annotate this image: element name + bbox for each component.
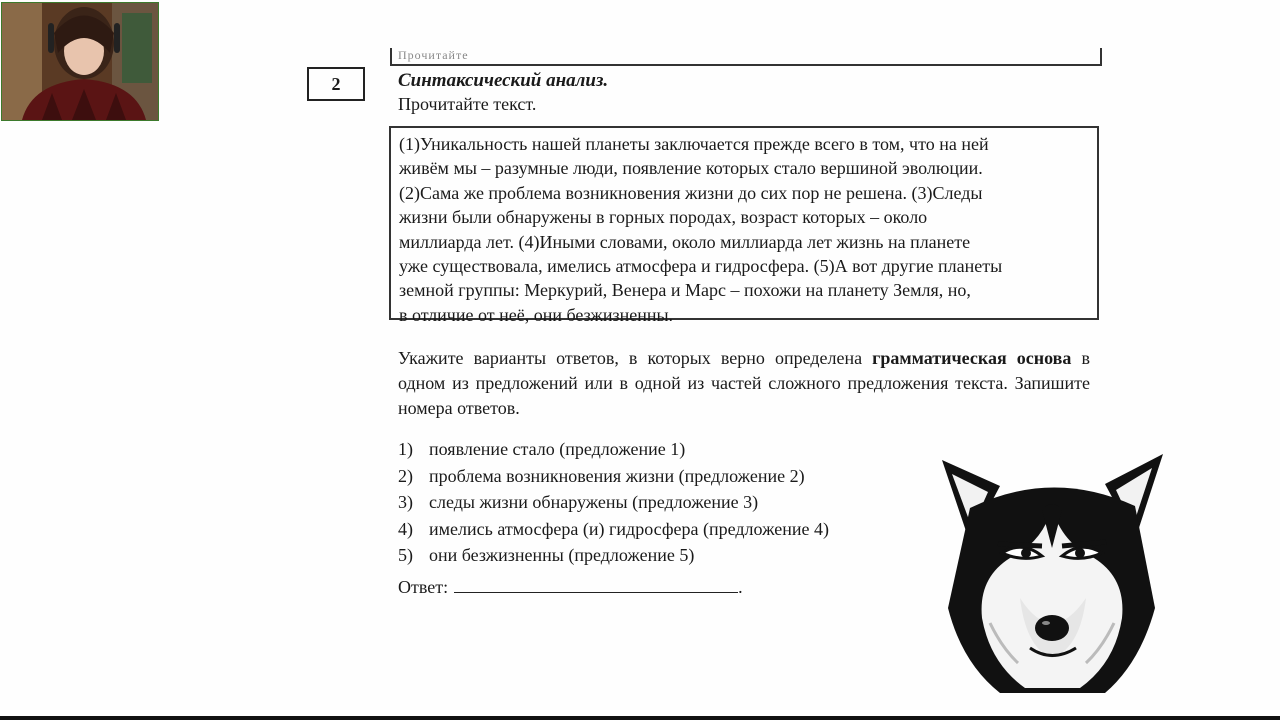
task-number: 2 [307,67,365,101]
previous-task-fragment: Прочитайте [398,48,469,62]
text-line: уже существовала, имелись атмосфера и гидросфера. (5)А вот другие планеты [399,256,1003,277]
option-2: 2) проблема возникновения жизни (предложение 2) [398,465,805,486]
text-line: в отличие от неё, они безжизненны. [399,304,674,325]
text-line: (1)Уникальность нашей планеты заключается прежде всего в том, что на ней [399,134,989,154]
husky-illustration [930,448,1175,696]
option-5: 5) они безжизненны (предложение 5) [398,545,695,565]
option-1: 1) появление стало (предложение 1) [398,439,686,459]
task-instruction: Прочитайте текст. [398,94,537,114]
text-line: миллиарда лет. (4)Иными словами, около миллиарда лет жизнь на планете [399,231,971,252]
option-3: 3) следы жизни обнаружены (предложение 3) [398,492,759,512]
text-line: живём мы – разумные люди, появление которых стало вершиной эволюции. [399,158,983,179]
text-line: жизни были обнаружены в горных породах, возраст которых – около [399,207,928,228]
answer-blank-line[interactable] [454,576,738,593]
answer-field: Ответ: . [398,577,743,597]
bottom-bar [0,716,1280,720]
text-line: земной группы: Меркурий, Венера и Марс – похожи на планету Земля, но, [399,280,971,301]
question-emphasis: грамматическая основа [872,348,1072,368]
reading-text-box [389,126,1099,325]
webcam-video [1,2,159,121]
option-4: 4) имелись атмосфера (и) гидросфера (предложение 4) [398,518,830,539]
answer-label: Ответ: [398,577,449,597]
previous-task-box [390,48,1102,66]
text-line: (2)Сама же проблема возникновения жизни до сих пор не решена. (3)Следы [399,182,983,203]
task-title: Синтаксический анализ. [398,70,609,91]
answer-options [398,436,829,569]
question-text: Укажите варианты ответов, в которых верно определена грамматическая основа в одном из предложений или в одной из частей сложного предложения текста. Запишите номера ответов. [398,348,1090,418]
